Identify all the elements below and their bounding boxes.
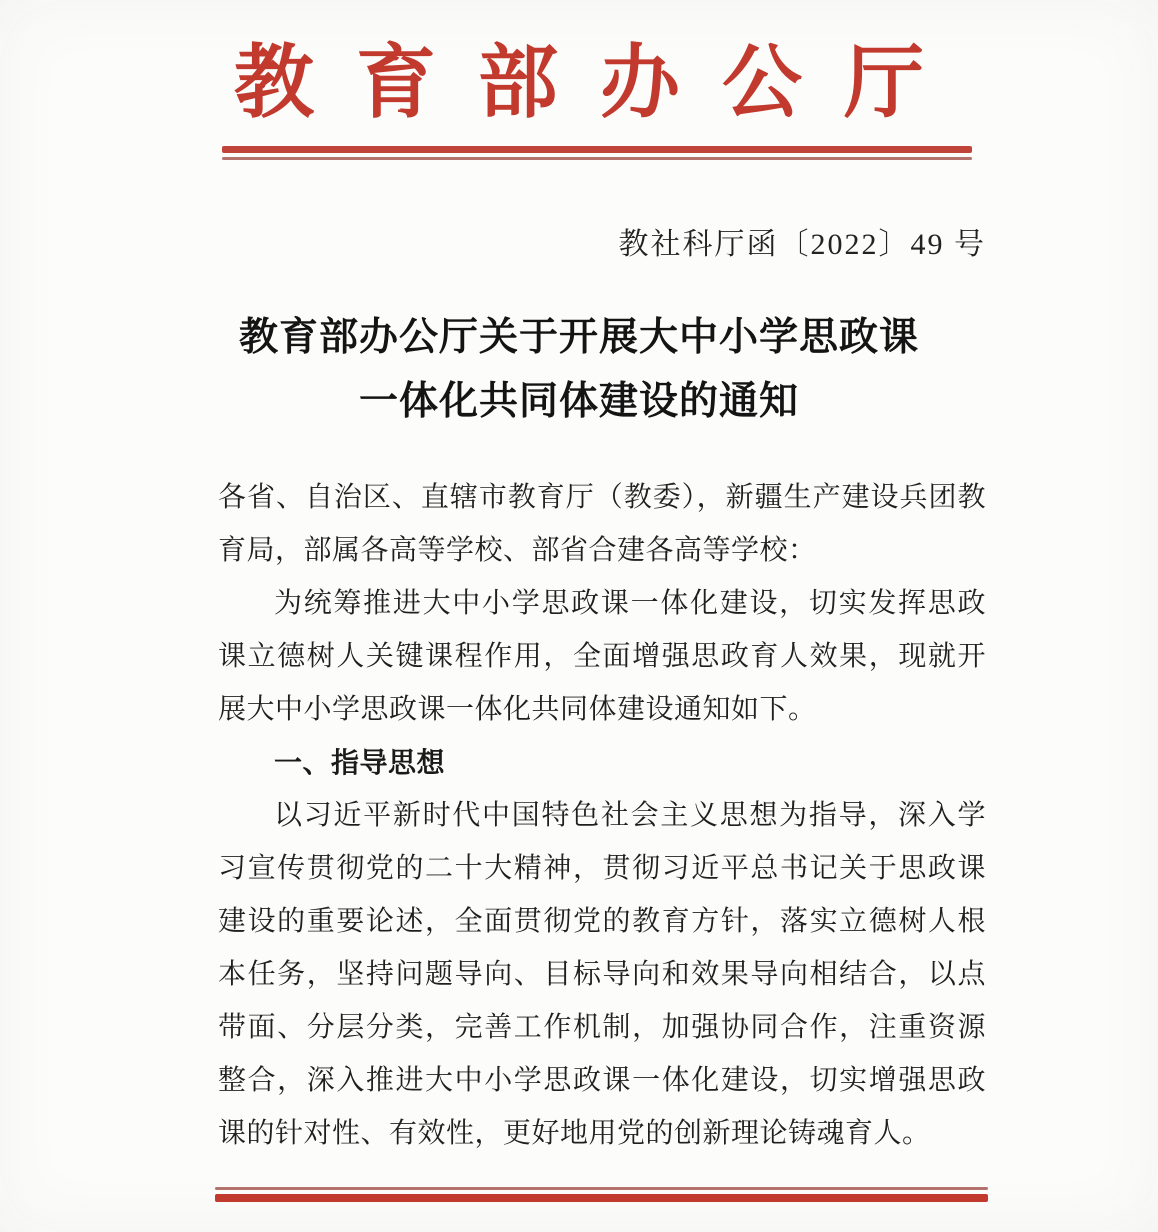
intro-paragraph: 为统筹推进大中小学思政课一体化建设，切实发挥思政课立德树人关键课程作用，全面增强思政育人效果，现就开展大中小学思政课一体化共同体建设通知如下。 [218, 588, 986, 725]
document-title-line-2: 一体化共同体建设的通知 [358, 380, 799, 423]
document-title-line-1: 教育部办公厅关于开展大中小学思政课 [238, 316, 919, 359]
footer-rule [215, 1187, 988, 1202]
letterhead-rule-thin [222, 157, 972, 160]
letterhead-rule-thick [222, 146, 972, 153]
salutation-paragraph: 各省、自治区、直辖市教育厅（教委），新疆生产建设兵团教育局，部属各高等学校、部省合建各高等学校： [218, 482, 986, 566]
document-number: 教社科厅函〔2022〕49 号 [618, 228, 986, 261]
section-1-heading: 一、指导思想 [274, 747, 446, 778]
footer-rule-thick [215, 1194, 988, 1202]
letterhead-org-name: 教育部办公厅 [234, 40, 966, 128]
document-body [218, 471, 986, 1160]
section-1-paragraph: 以习近平新时代中国特色社会主义思想为指导，深入学习宣传贯彻党的二十大精神，贯彻习近平总书记关于思政课建设的重要论述，全面贯彻党的教育方针，落实立德树人根本任务，坚持问题导向、目标导向和效果导向相结合，以点带面、分层分类，完善工作机制，加强协同合作，注重资源整合，深入推进大中小学思政课一体化建设，切实增强思政课的针对性、有效性，更好地用党的创新理论铸魂育人。 [218, 800, 986, 1149]
footer-rule-thin [215, 1187, 988, 1190]
document-title [0, 306, 1158, 434]
letterhead-rule [222, 146, 972, 160]
